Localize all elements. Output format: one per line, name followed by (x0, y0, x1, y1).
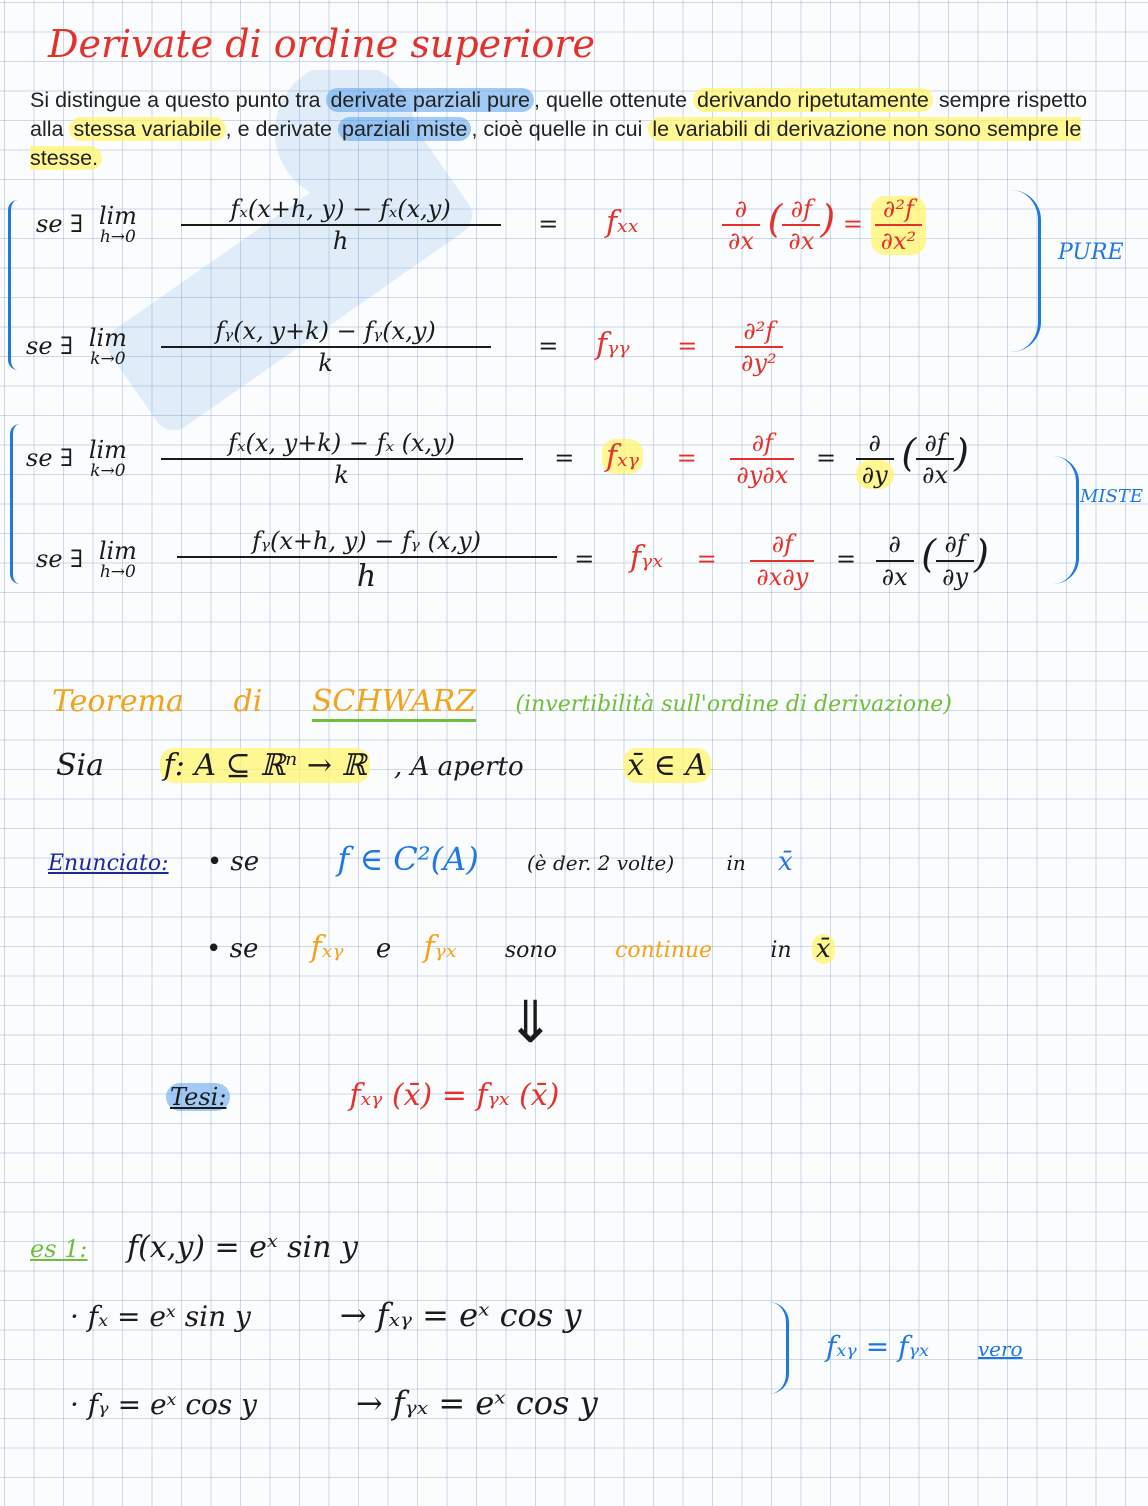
limit (98, 201, 137, 248)
example-brace (766, 1302, 789, 1394)
x-bar: x̄ (812, 934, 835, 964)
difference-quotient (177, 528, 557, 593)
equals: = (676, 443, 697, 472)
mixed-row-2: se ∃ lim h→0 $\frac{\text{fᵧ(x+h, y) − fᵧ (x,y)}}{h}$ = fᵧₓ = $\frac{\partial f}{\partial x\partial y}$ = $\frac{\partial}{\partial x}$ ( $\frac{\partial f}{\partial y}$ ) (36, 527, 989, 595)
example-header (30, 1230, 358, 1265)
fxy-derivative: → fₓᵧ = eˣ cos y (339, 1296, 582, 1334)
intro-highlight-repeated: derivando ripetutamente (693, 88, 933, 112)
twice-differentiable-note: (è der. 2 volte) (526, 851, 675, 875)
equals: = (554, 443, 575, 472)
mixed-label: MISTE (1080, 486, 1144, 507)
difference-quotient (181, 196, 501, 255)
df-dydx (730, 430, 794, 489)
result-fxy: fₓᵧ (602, 439, 643, 474)
equality: fₓᵧ = fᵧₓ (826, 1330, 929, 1363)
result-den: ∂y² (741, 349, 777, 378)
statement-line-2 (206, 930, 835, 965)
equals: = (677, 331, 698, 360)
of-word: di (233, 684, 263, 719)
equals: = (538, 209, 559, 238)
d-den: ∂x (728, 227, 754, 256)
lim-sub: k→0 (90, 349, 126, 370)
fy-derivative: · fᵧ = eˣ cos y (70, 1388, 258, 1421)
x-bar: x̄ (777, 847, 793, 877)
mixed-left-bracket (10, 424, 23, 584)
fyx: fᵧₓ (423, 930, 457, 965)
d2f-dx2 (871, 196, 927, 255)
open-set: , A aperto (394, 752, 524, 782)
in-word: in (726, 851, 746, 875)
intro-highlight-mixed: parziali miste (338, 117, 471, 141)
continuous-word: continue (615, 938, 713, 963)
result-den: ∂y∂x (736, 461, 789, 490)
fraction-numerator: fₓ(x+h, y) − fₓ(x,y) (230, 195, 451, 223)
intro-text-4: , e derivate (225, 117, 338, 141)
pure-right-brace (1008, 190, 1041, 352)
implies-arrow: ⇓ (506, 988, 555, 1056)
result-fxx: fₓₓ (605, 204, 639, 240)
exists-label: se ∃ (36, 545, 84, 574)
equals: = (696, 545, 717, 574)
d-num: ∂ (868, 429, 881, 457)
inner-den: ∂x (922, 461, 949, 490)
d-dx (722, 196, 760, 255)
fxy: fₓᵧ (310, 930, 344, 965)
df-dxdy (750, 531, 814, 590)
example-label: es 1: (30, 1235, 88, 1263)
sia-word: Sia (56, 748, 105, 783)
inner-num: ∂f (790, 195, 813, 223)
fraction-numerator: fᵧ(x+h, y) − fᵧ (x,y) (252, 527, 482, 555)
mixed-right-brace (1050, 456, 1079, 584)
and-word: e (375, 934, 392, 964)
lim-sub: h→0 (99, 227, 136, 248)
example-line-1 (70, 1296, 581, 1334)
c2-condition: f ∈ C²(A) (337, 840, 479, 878)
schwarz-title (52, 684, 952, 719)
difference-quotient (161, 318, 491, 377)
fyx-derivative: → fᵧₓ = eˣ cos y (355, 1384, 598, 1422)
lim-text: lim (98, 537, 137, 566)
intro-highlight-pure: derivate parziali pure (326, 88, 534, 112)
df-dx (916, 430, 954, 489)
fraction-denominator: h (356, 559, 377, 595)
d-num: ∂ (734, 195, 748, 223)
function-domain: f: A ⊆ ℝⁿ → ℝ (160, 748, 371, 783)
result-fyy: fᵧᵧ (595, 326, 630, 362)
equals: = (574, 545, 595, 574)
inner-den: ∂y (942, 562, 969, 591)
limit (99, 539, 137, 582)
lim-text: lim (88, 435, 127, 464)
example-conclusion (826, 1330, 1023, 1363)
intro-highlight-variables: le variabili di derivazione non sono sempre le stesse. (30, 117, 1082, 170)
exists-label: se ∃ (26, 331, 74, 360)
lim-text: lim (88, 323, 127, 352)
conclusion-line (166, 1078, 559, 1113)
d-dy (856, 430, 894, 489)
result-num: ∂f (751, 429, 773, 457)
point-in-a: x̄ ∈ A (623, 748, 711, 783)
schwarz-result: fₓᵧ (x̄) = fᵧₓ (x̄) (349, 1078, 560, 1113)
limit (88, 323, 127, 370)
equals: = (835, 545, 857, 574)
limit (88, 435, 127, 482)
mixed-row-1: se ∃ lim k→0 $\frac{\text{fₓ(x, y+k) − fₓ (x,y)}}{k}$ = fₓᵧ = $\frac{\partial f}{\partial y\partial x}$ = $\frac{\partial}{\partial y}$ ( $\frac{\partial f}{\partial x}$ ) (26, 429, 969, 490)
pure-label: PURE (1058, 240, 1124, 265)
fraction-numerator: fᵧ(x, y+k) − fᵧ(x,y) (215, 317, 436, 345)
thesis-label: Tesi: (166, 1083, 230, 1111)
lim-text: lim (98, 201, 137, 230)
lim-sub: h→0 (99, 562, 136, 583)
theorem-word: Teorema (52, 684, 184, 719)
bullet-se: • se (206, 847, 260, 877)
result-num: ∂f (771, 530, 793, 559)
hypothesis-line (56, 748, 711, 783)
example-function: f(x,y) = eˣ sin y (127, 1230, 358, 1265)
inner-num: ∂f (944, 530, 966, 559)
equals: = (815, 443, 837, 472)
statement-label: Enunciato: (48, 851, 169, 876)
equals: = (538, 331, 559, 360)
exists-label: se ∃ (26, 443, 74, 472)
equals: = (842, 209, 863, 238)
intro-highlight-same-variable: stessa variabile (69, 117, 225, 141)
true-word: vero (977, 1337, 1023, 1361)
fraction-numerator: fₓ(x, y+k) − fₓ (x,y) (228, 429, 456, 457)
fraction-denominator: k (318, 349, 333, 378)
schwarz-name: SCHWARZ (312, 684, 476, 722)
intro-text-5: , cioè quelle in cui (471, 117, 649, 141)
exists-label: se ∃ (36, 209, 84, 238)
fraction-denominator: h (332, 227, 349, 256)
result-num: ∂²f (743, 317, 775, 345)
result-num: ∂²f (882, 195, 914, 223)
intro-text-2: , quelle ottenute (534, 88, 694, 112)
df-dy (936, 531, 974, 590)
d-dx (876, 531, 914, 590)
fx-derivative: · fₓ = eˣ sin y (70, 1300, 251, 1333)
pure-left-bracket (8, 200, 21, 370)
inner-num: ∂f (924, 429, 946, 457)
d-den: ∂y (856, 460, 894, 488)
d-num: ∂ (888, 530, 901, 559)
inner-den: ∂x (788, 227, 815, 256)
example-line-2 (70, 1384, 598, 1422)
fraction-denominator: k (334, 461, 349, 490)
intro-text-3: sempre rispetto alla (30, 88, 1088, 141)
page-title: Derivate di ordine superiore (48, 22, 595, 66)
difference-quotient (161, 430, 523, 489)
operator-form: $\frac{\partial}{\partial x}$ ( $\frac{\partial f}{\partial x}$ ) = $\frac{\text{∂²f}}{\text{∂x²}}$ (722, 210, 926, 238)
statement-line-1 (48, 840, 793, 878)
are-word: sono (504, 938, 557, 963)
result-den: ∂x² (880, 227, 917, 256)
lim-sub: k→0 (90, 461, 126, 482)
in-word: in (770, 938, 792, 963)
intro-text-1: Si distingue a questo punto tra (30, 88, 327, 112)
d-den: ∂x (881, 562, 908, 591)
result-den: ∂x∂y (756, 562, 809, 591)
pure-row-2 (26, 318, 783, 377)
bullet-se: • se (206, 934, 259, 964)
pure-row-1 (36, 196, 926, 255)
result-fyx: fᵧₓ (629, 540, 663, 576)
intro-paragraph (30, 86, 1090, 173)
d2f-dy2 (735, 318, 783, 377)
df-dx (782, 196, 820, 255)
schwarz-subtitle: (invertibilità sull'ordine di derivazione) (515, 692, 952, 717)
